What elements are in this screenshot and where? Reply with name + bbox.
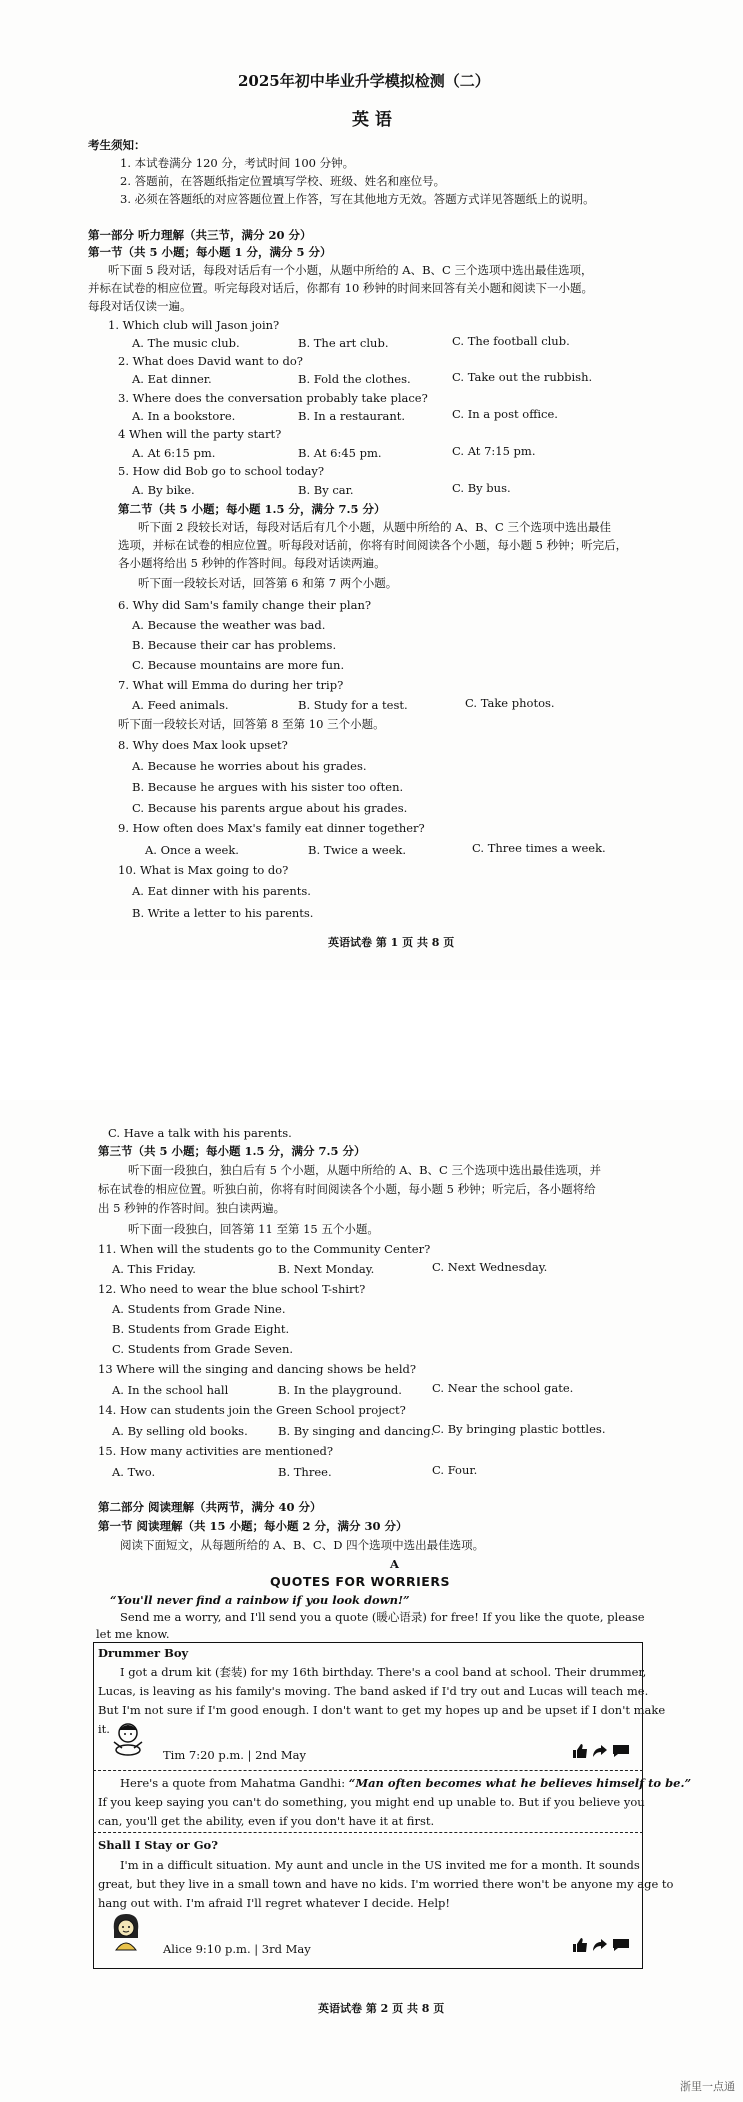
question-3: 3. Where does the conversation probably take place? xyxy=(118,391,428,405)
option-a[interactable]: A. The music club. xyxy=(132,336,240,350)
question-7: 7. What will Emma do during her trip? xyxy=(118,678,344,692)
option-b[interactable]: B. In a restaurant. xyxy=(298,409,406,423)
post-meta: Alice 9:10 p.m. | 3rd May xyxy=(163,1942,311,1956)
option-a[interactable]: A. In the school hall xyxy=(112,1383,229,1397)
question-14: 14. How can students join the Green School project? xyxy=(98,1403,406,1417)
option-b[interactable]: B. In the playground. xyxy=(278,1383,402,1397)
option-a[interactable]: A. At 6:15 pm. xyxy=(132,446,216,460)
page-footer: 英语试卷 第 2 页 共 8 页 xyxy=(318,2002,445,2015)
option-b[interactable]: B. Next Monday. xyxy=(278,1262,375,1276)
section1-instruction: 听下面 5 段对话，每段对话后有一个小题，从题中所给的 A、B、C 三个选项中选出最佳选项， xyxy=(108,263,593,277)
like-icon[interactable] xyxy=(572,1938,588,1952)
option-a[interactable]: A. In a bookstore. xyxy=(132,409,236,423)
exam-page-1 xyxy=(0,0,743,980)
option-a[interactable]: A. By selling old books. xyxy=(112,1424,248,1438)
section3-instruction: 出 5 秒钟的作答时间。独白读两遍。 xyxy=(98,1201,286,1215)
option-b[interactable]: B. By singing and dancing. xyxy=(278,1424,435,1438)
post-title: Drummer Boy xyxy=(98,1646,189,1660)
post-text: great, but they live in a small town and have no kids. I'm worried there won't be anyone my age to xyxy=(98,1877,674,1891)
post-text: Lucas, is leaving as his family's moving. The band asked if I'd try out and Lucas will teach me. xyxy=(98,1684,649,1698)
question-4: 4 When will the party start? xyxy=(118,427,282,441)
section1-heading: 第一节（共 5 小题；每小题 1 分，满分 5 分） xyxy=(88,245,332,259)
question-2: 2. What does David want to do? xyxy=(118,354,303,368)
option-a[interactable]: A. Eat dinner with his parents. xyxy=(132,884,311,898)
comment-icon[interactable] xyxy=(612,1938,630,1952)
option-b[interactable]: B. Three. xyxy=(278,1465,332,1479)
option-c[interactable]: C. By bringing plastic bottles. xyxy=(432,1422,606,1436)
section2-instruction: 听下面一段较长对话，回答第 6 和第 7 两个小题。 xyxy=(138,576,398,590)
reply-prefix: Here's a quote from Mahatma Gandhi: xyxy=(120,1776,349,1790)
section2-instruction: 各小题将给出 5 秒钟的作答时间。每段对话读两遍。 xyxy=(118,556,386,570)
drummer-avatar-icon xyxy=(108,1720,148,1758)
notice-2: 2. 答题前，在答题纸指定位置填写学校、班级、姓名和座位号。 xyxy=(120,174,446,188)
question-8: 8. Why does Max look upset? xyxy=(118,738,288,752)
post-actions xyxy=(572,1744,630,1758)
post-text: it. xyxy=(98,1722,110,1736)
section1-instruction: 并标在试卷的相应位置。听完每段对话后，你都有 10 秒钟的时间来回答有关小题和阅读下一小题。 xyxy=(88,281,593,295)
reply-text: can, you'll get the ability, even if you don't have it at first. xyxy=(98,1814,435,1828)
option-c[interactable]: C. By bus. xyxy=(452,481,511,495)
option-c[interactable]: C. At 7:15 pm. xyxy=(452,444,536,458)
share-icon[interactable] xyxy=(592,1938,608,1952)
option-a[interactable]: A. Once a week. xyxy=(145,843,239,857)
option-b[interactable]: B. At 6:45 pm. xyxy=(298,446,382,460)
option-b[interactable]: B. Twice a week. xyxy=(308,843,407,857)
separator xyxy=(93,1832,643,1833)
section3-instruction: 听下面一段独白，回答第 11 至第 15 五个小题。 xyxy=(128,1222,379,1236)
reading-instruction: 阅读下面短文，从每题所给的 A、B、C、D 四个选项中选出最佳选项。 xyxy=(120,1538,485,1552)
section2-instruction: 听下面一段较长对话，回答第 8 至第 10 三个小题。 xyxy=(118,717,385,731)
option-b[interactable]: B. Fold the clothes. xyxy=(298,372,411,386)
post-text: hang out with. I'm afraid I'll regret whatever I decide. Help! xyxy=(98,1896,450,1910)
part2-heading: 第二部分 阅读理解（共两节，满分 40 分） xyxy=(98,1500,322,1514)
option-c[interactable]: C. Three times a week. xyxy=(472,841,606,855)
option-c[interactable]: C. Because his parents argue about his grades. xyxy=(132,801,408,815)
section2-instruction: 听下面 2 段较长对话，每段对话后有几个小题，从题中所给的 A、B、C 三个选项中选出最佳 xyxy=(138,520,611,534)
option-c[interactable]: C. Because mountains are more fun. xyxy=(132,658,345,672)
option-b[interactable]: B. The art club. xyxy=(298,336,389,350)
separator xyxy=(93,1770,643,1771)
option-b[interactable]: B. Because their car has problems. xyxy=(132,638,337,652)
like-icon[interactable] xyxy=(572,1744,588,1758)
girl-avatar-icon xyxy=(108,1912,144,1952)
question-9: 9. How often does Max's family eat dinner together? xyxy=(118,821,425,835)
option-a[interactable]: A. Because he worries about his grades. xyxy=(132,759,367,773)
option-c[interactable]: C. Have a talk with his parents. xyxy=(108,1126,292,1140)
post-text: But I'm not sure if I'm good enough. I don't want to get my hopes up and be upset if I don't make xyxy=(98,1703,666,1717)
notice-3: 3. 必须在答题纸的对应答题位置上作答，写在其他地方无效。答题方式详见答题纸上的说明。 xyxy=(120,192,595,206)
reply-quote: “Man often becomes what he believes himself to be.” xyxy=(348,1776,692,1790)
question-12: 12. Who need to wear the blue school T-shirt? xyxy=(98,1282,366,1296)
question-13: 13 Where will the singing and dancing shows be held? xyxy=(98,1362,417,1376)
subject-title: 英 语 xyxy=(352,110,392,130)
option-c[interactable]: C. Four. xyxy=(432,1463,478,1477)
option-c[interactable]: C. The football club. xyxy=(452,334,570,348)
option-b[interactable]: B. Write a letter to his parents. xyxy=(132,906,314,920)
post-title: Shall I Stay or Go? xyxy=(98,1838,218,1852)
option-b[interactable]: B. Study for a test. xyxy=(298,698,408,712)
reply-text: If you keep saying you can't do something, you might end up unable to. But if you believe you xyxy=(98,1795,645,1809)
comment-icon[interactable] xyxy=(612,1744,630,1758)
reading-section1-heading: 第一节 阅读理解（共 15 小题；每小题 2 分，满分 30 分） xyxy=(98,1519,408,1533)
option-a[interactable]: A. By bike. xyxy=(132,483,195,497)
question-1: 1. Which club will Jason join? xyxy=(108,318,280,332)
section1-instruction: 每段对话仅读一遍。 xyxy=(88,299,192,313)
option-c[interactable]: C. Take out the rubbish. xyxy=(452,370,593,384)
section3-heading: 第三节（共 5 小题；每小题 1.5 分，满分 7.5 分） xyxy=(98,1144,366,1158)
option-b[interactable]: B. Students from Grade Eight. xyxy=(112,1322,290,1336)
option-c[interactable]: C. Near the school gate. xyxy=(432,1381,574,1395)
share-icon[interactable] xyxy=(592,1744,608,1758)
intro-text: Send me a worry, and I'll send you a quote (暖心语录) for free! If you like the quote, please xyxy=(120,1610,645,1624)
post-actions xyxy=(572,1938,630,1952)
option-b[interactable]: B. By car. xyxy=(298,483,354,497)
notice-title: 考生须知： xyxy=(88,138,146,152)
question-5: 5. How did Bob go to school today? xyxy=(118,464,325,478)
section3-instruction: 听下面一段独白，独白后有 5 个小题，从题中所给的 A、B、C 三个选项中选出最佳选项，并 xyxy=(128,1163,601,1177)
question-11: 11. When will the students go to the Community Center? xyxy=(98,1242,431,1256)
post-text: I'm in a difficult situation. My aunt and uncle in the US invited me for a month. It sounds xyxy=(120,1858,640,1872)
notice-1: 1. 本试卷满分 120 分，考试时间 100 分钟。 xyxy=(120,156,355,170)
post-text: I got a drum kit (套装) for my 16th birthday. There's a cool band at school. Their drummer, xyxy=(120,1665,647,1679)
option-b[interactable]: B. Because he argues with his sister too often. xyxy=(132,780,404,794)
option-a[interactable]: A. Feed animals. xyxy=(132,698,229,712)
section2-heading: 第二节（共 5 小题；每小题 1.5 分，满分 7.5 分） xyxy=(118,502,386,516)
question-6: 6. Why did Sam's family change their plan? xyxy=(118,598,372,612)
option-a[interactable]: A. Eat dinner. xyxy=(132,372,212,386)
option-a[interactable]: A. Because the weather was bad. xyxy=(132,618,326,632)
exam-title: 2025年初中毕业升学模拟检测（二） xyxy=(238,72,490,90)
question-10: 10. What is Max going to do? xyxy=(118,863,289,877)
page-footer: 英语试卷 第 1 页 共 8 页 xyxy=(328,936,455,949)
intro-text: let me know. xyxy=(96,1627,170,1641)
option-c[interactable]: C. In a post office. xyxy=(452,407,558,421)
avatar xyxy=(108,1720,148,1758)
reply-text xyxy=(120,1776,691,1791)
avatar xyxy=(108,1912,144,1952)
section3-instruction: 标在试卷的相应位置。听独白前，你将有时间阅读各个小题，每小题 5 秒钟；听完后，各小题将给 xyxy=(98,1182,596,1196)
passage-letter: A xyxy=(390,1557,399,1571)
part1-heading: 第一部分 听力理解（共三节，满分 20 分） xyxy=(88,228,312,242)
option-a[interactable]: A. Two. xyxy=(112,1465,156,1479)
option-c[interactable]: C. Take photos. xyxy=(465,696,555,710)
option-a[interactable]: A. Students from Grade Nine. xyxy=(112,1302,286,1316)
watermark: 浙里一点通 xyxy=(680,2080,735,2093)
page-gap xyxy=(0,980,743,1100)
passage-title: QUOTES FOR WORRIERS xyxy=(270,1574,450,1589)
slogan: “You'll never find a rainbow if you look down!” xyxy=(110,1593,410,1607)
option-a[interactable]: A. This Friday. xyxy=(112,1262,196,1276)
option-c[interactable]: C. Next Wednesday. xyxy=(432,1260,548,1274)
post-meta: Tim 7:20 p.m. | 2nd May xyxy=(163,1748,307,1762)
question-15: 15. How many activities are mentioned? xyxy=(98,1444,334,1458)
section2-instruction: 选项，并标在试卷的相应位置。听每段对话前，你将有时间阅读各个小题，每小题 5 秒钟；听完后， xyxy=(118,538,628,552)
option-c[interactable]: C. Students from Grade Seven. xyxy=(112,1342,294,1356)
